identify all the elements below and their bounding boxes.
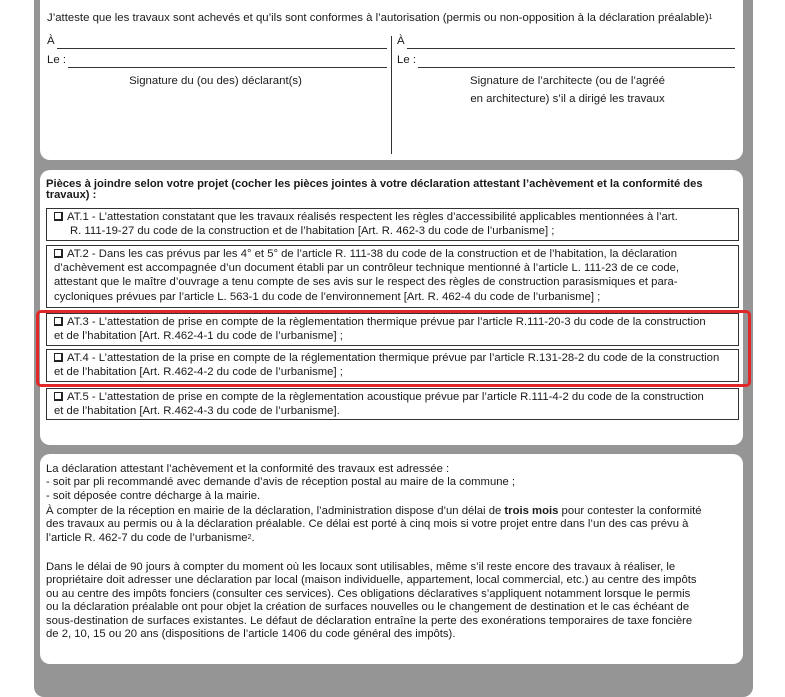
left-date-field[interactable]: Le :	[47, 54, 387, 68]
declarant-signature-label: Signature du (ou des) déclarant(s)	[129, 75, 302, 87]
pieces-title: Pièces à joindre selon votre projet (cocher les pièces jointes à votre déclaration attestant l’achèvement et la conformité des travaux) :	[46, 178, 703, 201]
at1-checkbox[interactable]	[54, 212, 63, 221]
piece-at3: AT.3 - L’attestation de prise en compte de la règlementation thermique prévue par l’article R.111-20-3 du code de la construction et de l’habitation [Art. R.462-4-1 du code de l’urbanisme] ;	[46, 313, 739, 346]
right-place-field[interactable]: À	[397, 35, 735, 49]
attestation-panel	[40, 0, 743, 160]
pieces-panel	[40, 170, 743, 445]
at2-checkbox[interactable]	[54, 249, 63, 258]
tax-section: Dans le délai de 90 jours à compter du moment où les locaux sont utilisables, même s’il reste encore des travaux à réaliser, le propriétaire doit adresser une déclaration par local (maison individuelle, appartement, local commercial, etc.) au centre des impôts ou au centre des impôts fonciers (consulter ces services). Ces obligations déclaratives s’appliquent notamment lorsque le permis ou la déclaration préalable ont pour objet la création de surfaces nouvelles ou le changement de destination et le cas échéant de sous-destination de surfaces existantes. Le défaut de déclaration entraîne la perte des exonérations temporaires de taxe foncière de 2, 10, 15 ou 20 ans (dispositions de l’article 1406 du code général des impôts).	[46, 561, 697, 641]
footnote-ref: 1	[708, 14, 713, 21]
piece-at5: AT.5 - L’attestation de prise en compte de la règlementation acoustique prévue par l’article R.111-4-2 du code de la construction et de l’habitation [Art. R.462-4-3 du code de l’urbanisme].	[46, 388, 739, 420]
piece-at2: AT.2 - Dans les cas prévus par les 4° et 5° de l’article R. 111-38 du code de la construction et de l’habitation, la déclaration d’achèvement est accompagnée d’un document établi par un contrôleur technique mentionné à l’article L. 111-23 de ce code, attestant que le maître d’ouvrage a tenu compte de ses avis sur le respect des règles de construction parasismiques et para- cycloniques prévues par l’article L. 563-1 du code de l’environnement [Art. R. 462-4 du code de l’urbanisme] ;	[46, 245, 739, 308]
address-section: La déclaration attestant l’achèvement et la conformité des travaux est adressée : - soit par pli recommandé avec demande d’avis de réception postal au maire de la commune ; - soit déposée contre décharge à la mairie.	[46, 463, 516, 502]
highlight-annotation	[36, 310, 751, 387]
architect-signature-label: Signature de l’architecte (ou de l’agréé en architecture) s’il a dirigé les travaux	[469, 75, 666, 105]
piece-at4: AT.4 - L’attestation de la prise en compte de la réglementation thermique prévue par l’article R.131-28-2 du code de la construction et de l’habitation [Art. R.462-4-2 du code de l’urbanisme] ;	[46, 349, 739, 382]
info-panel	[40, 454, 743, 664]
left-place-field[interactable]: À	[47, 35, 387, 49]
piece-at1: AT.1 - L’attestation constatant que les travaux réalisés respectent les règles d’accessibilité applicables mentionnées à l’art. R. 111-19-27 du code de la construction et de l’habitation [Art. R. 462-3 du code de l’urbanisme] ;	[46, 208, 739, 241]
at5-checkbox[interactable]	[54, 392, 63, 401]
right-date-field[interactable]: Le :	[397, 54, 735, 68]
delay-section: À compter de la réception en mairie de la déclaration, l’administration dispose d’un délai de trois mois pour contester la conformité des travaux au permis ou à la déclaration préalable. Ce délai est porté à cinq mois si votre projet entre dans l’un des cas prévu à l’article R. 462-7 du code de l’urbanisme$^2$.	[46, 505, 702, 544]
attestation-statement: J’atteste que les travaux sont achevés et qu’ils sont conformes à l’autorisation (permis ou non-opposition à la déclaration préalable)$^1$	[47, 12, 713, 24]
